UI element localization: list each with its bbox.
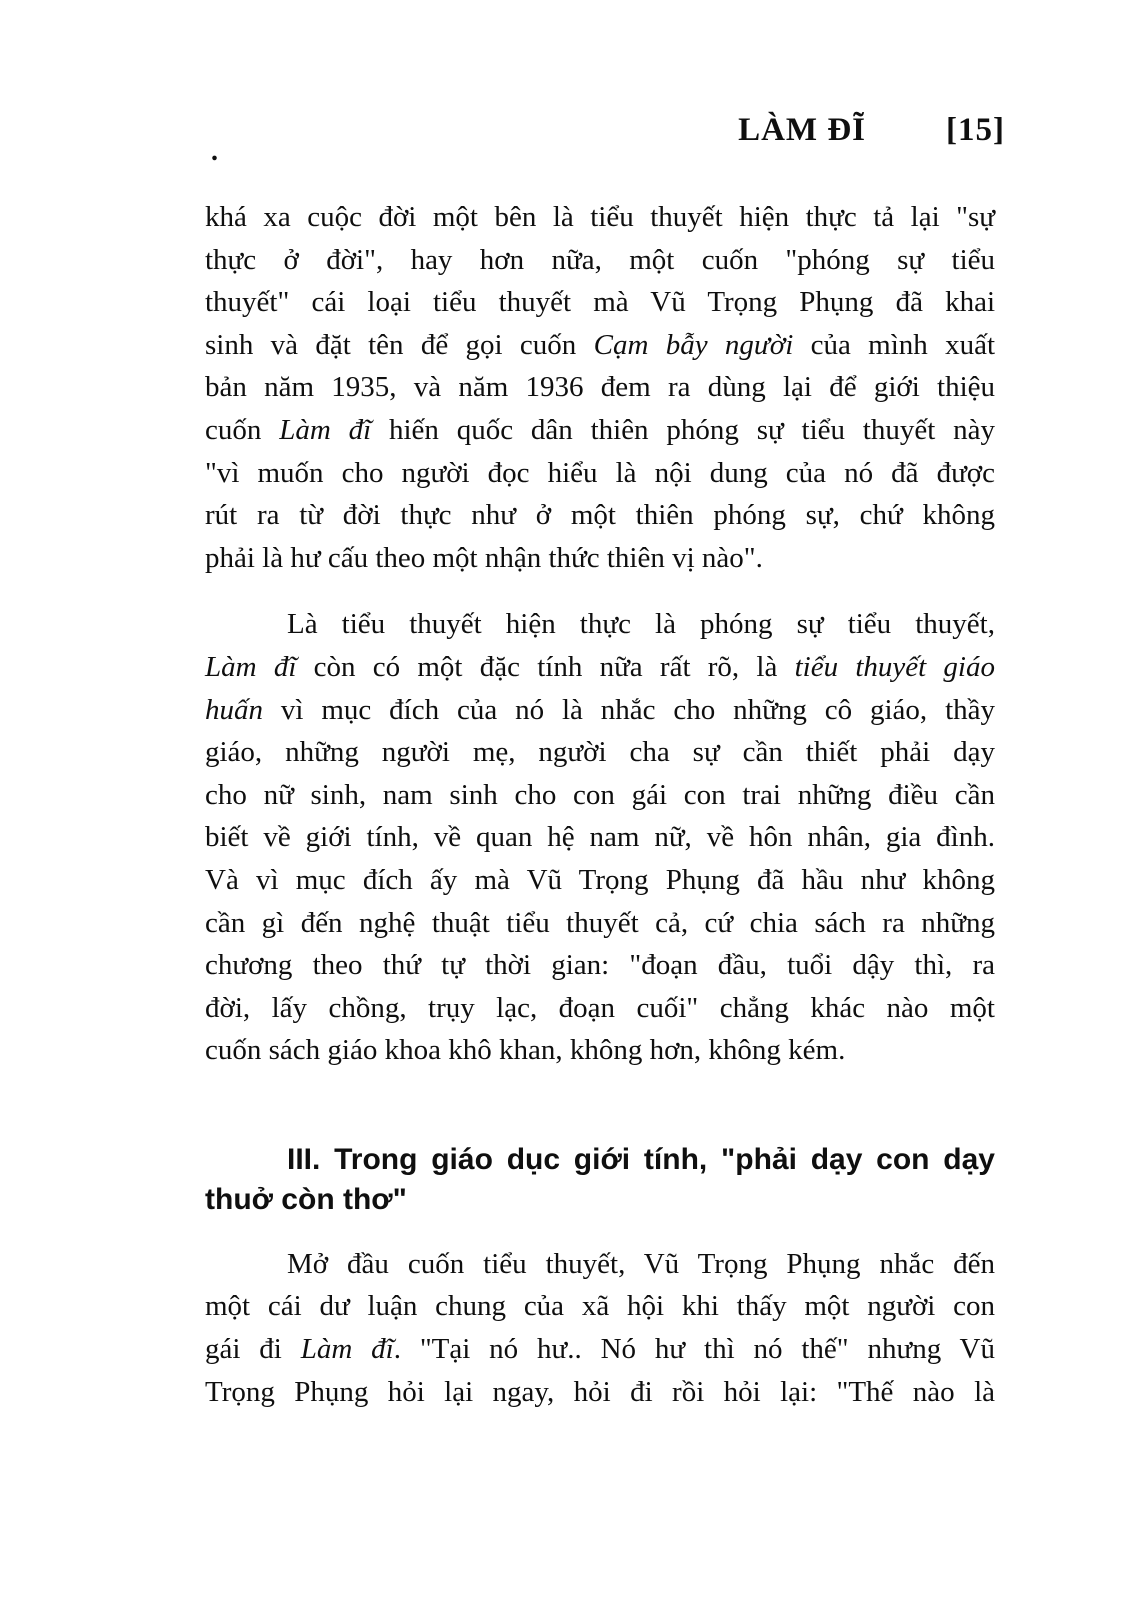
italic-text-run: Làm đĩ [205, 650, 297, 683]
text-line [205, 1140, 995, 1180]
text-run: gái đi [205, 1333, 301, 1366]
text-line [205, 1243, 995, 1286]
text-line [205, 944, 995, 987]
text-line [205, 1371, 995, 1414]
text-line [205, 324, 995, 367]
text-run: vì mục đích của nó là nhắc cho những cô giáo, thầy [263, 693, 995, 726]
text-run: cuốn [205, 413, 280, 446]
text-run: sinh và đặt tên để gọi cuốn [205, 328, 594, 361]
italic-text-run: tiểu thuyết giáo [794, 650, 995, 683]
text-line [205, 409, 995, 452]
page-body [205, 196, 995, 1413]
text-run: thuyết" cái loại tiểu thuyết mà Vũ Trọng Phụng đã khai [205, 286, 995, 319]
text-run: thực ở đời", hay hơn nữa, một cuốn "phóng sự tiểu [205, 243, 995, 276]
text-run: khá xa cuộc đời một bên là tiểu thuyết hiện thực tả lại "sự [205, 201, 995, 233]
text-run: . "Tại nó hư.. Nó hư thì nó thế" nhưng Vũ [393, 1333, 995, 1366]
text-run: bản năm 1935, và năm 1936 đem ra dùng lại để giới thiệu [205, 371, 995, 404]
paragraph-1 [205, 196, 995, 579]
text-run: của mình xuất [793, 328, 996, 361]
text-run: một cái dư luận chung của xã hội khi thấy một người con [205, 1290, 995, 1323]
text-line [205, 239, 995, 282]
text-line [205, 1029, 995, 1072]
text-line [205, 689, 995, 732]
text-line [205, 1285, 995, 1328]
text-line [205, 987, 995, 1030]
running-title: LÀM ĐĨ [738, 112, 867, 148]
text-line [205, 1328, 995, 1371]
text-line [205, 281, 995, 324]
text-run: phải là hư cấu theo một nhận thức thiên vị nào". [205, 541, 763, 574]
text-run: rút ra từ đời thực như ở một thiên phóng sự, chứ không [205, 499, 995, 532]
text-run: Trọng Phụng hỏi lại ngay, hỏi đi rồi hỏi lại: "Thế nào là [205, 1375, 995, 1408]
text-line [205, 859, 995, 902]
text-line [205, 1180, 995, 1220]
text-run: biết về giới tính, về quan hệ nam nữ, về hôn nhân, gia đình. [205, 821, 995, 854]
italic-text-run: huấn [205, 693, 263, 726]
text-line [205, 646, 995, 689]
italic-text-run: Làm đĩ [279, 413, 372, 446]
text-run: đời, lấy chồng, trụy lạc, đoạn cuối" chẳng khác nào một [205, 991, 995, 1024]
text-run: Và vì mục đích ấy mà Vũ Trọng Phụng đã hầu như không [205, 863, 995, 896]
text-run: thuở còn thơ" [205, 1182, 407, 1216]
page-header [205, 112, 1005, 149]
text-run: hiến quốc dân thiên phóng sự tiểu thuyết này [371, 413, 995, 446]
text-run: III. Trong giáo dục giới tính, "phải dạy con dạy [287, 1142, 995, 1176]
text-run: chương theo thứ tự thời gian: "đoạn đầu, tuổi dậy thì, ra [205, 949, 995, 982]
text-run: giáo, những người mẹ, người cha sự cần thiết phải dạy [205, 736, 995, 769]
page-number: [15] [946, 112, 1005, 148]
text-line [205, 366, 995, 409]
text-line [205, 603, 995, 646]
section-heading [205, 1140, 995, 1220]
text-line [205, 494, 995, 537]
text-run: Mở đầu cuốn tiểu thuyết, Vũ Trọng Phụng nhắc đến [287, 1247, 995, 1280]
text-run: cuốn sách giáo khoa khô khan, không hơn, không kém. [205, 1034, 846, 1067]
text-line [205, 196, 995, 239]
paragraph-2 [205, 603, 995, 1072]
text-run: còn có một đặc tính nữa rất rõ, là [296, 650, 795, 683]
text-line [205, 902, 995, 945]
text-line [205, 452, 995, 495]
text-run: Là tiểu thuyết hiện thực là phóng sự tiểu thuyết, [287, 608, 995, 641]
text-line [205, 537, 995, 580]
text-run: cho nữ sinh, nam sinh cho con gái con trai những điều cần [205, 778, 995, 811]
text-line [205, 774, 995, 817]
stray-ink-mark: . [211, 136, 218, 167]
italic-text-run: Cạm bẫy người [593, 328, 794, 361]
text-run: "vì muốn cho người đọc hiểu là nội dung của nó đã được [205, 456, 995, 489]
text-run: cần gì đến nghệ thuật tiểu thuyết cả, cứ chia sách ra những [205, 906, 995, 939]
italic-text-run: Làm đĩ [300, 1333, 394, 1366]
text-line [205, 816, 995, 859]
paragraph-3 [205, 1243, 995, 1413]
text-line [205, 731, 995, 774]
